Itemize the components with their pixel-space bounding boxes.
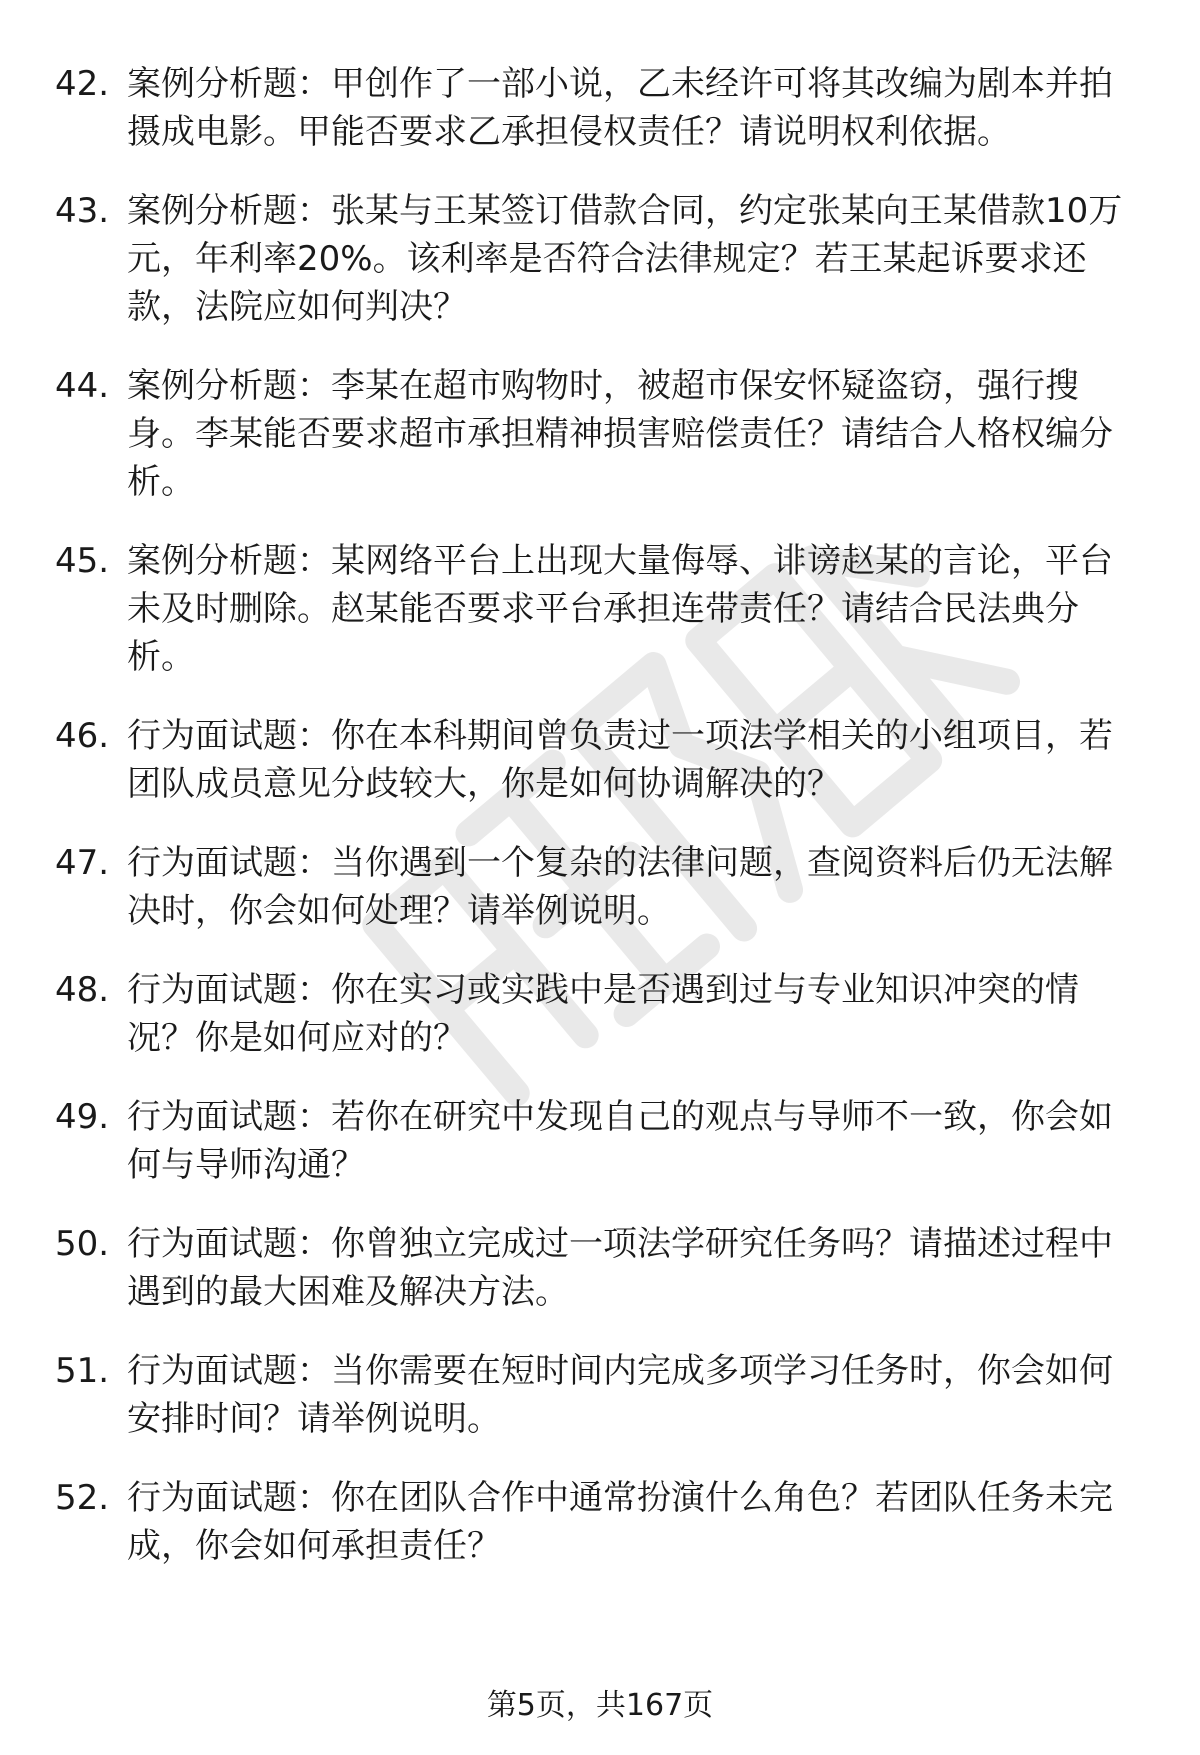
question-number: 52.	[55, 1478, 110, 1518]
question-text: 行为面试题：你在本科期间曾负责过一项法学相关的小组项目，若团队成员意见分歧较大，你是如何协调解决的？	[127, 716, 1113, 804]
question-number: 44.	[55, 366, 110, 406]
question-item	[55, 1347, 1145, 1443]
question-item	[55, 966, 1145, 1062]
question-text: 行为面试题：你在实习或实践中是否遇到过与专业知识冲突的情况？你是如何应对的？	[127, 970, 1079, 1058]
question-item	[55, 537, 1145, 681]
question-text: 行为面试题：当你遇到一个复杂的法律问题，查阅资料后仍无法解决时，你会如何处理？请举例说明。	[127, 843, 1113, 931]
question-item	[55, 839, 1145, 935]
question-number: 48.	[55, 970, 110, 1010]
question-item	[55, 1474, 1145, 1570]
question-list	[55, 60, 1145, 1601]
question-text: 案例分析题：某网络平台上出现大量侮辱、诽谤赵某的言论，平台未及时删除。赵某能否要求平台承担连带责任？请结合民法典分析。	[127, 541, 1113, 677]
question-number: 50.	[55, 1224, 110, 1264]
question-number: 51.	[55, 1351, 110, 1391]
question-text: 行为面试题：你曾独立完成过一项法学研究任务吗？请描述过程中遇到的最大困难及解决方法。	[127, 1224, 1113, 1312]
question-text: 案例分析题：甲创作了一部小说，乙未经许可将其改编为剧本并拍摄成电影。甲能否要求乙承担侵权责任？请说明权利依据。	[127, 64, 1113, 152]
question-item	[55, 1093, 1145, 1189]
page-footer: 第5页，共167页	[486, 1688, 714, 1723]
question-text: 案例分析题：李某在超市购物时，被超市保安怀疑盗窃，强行搜身。李某能否要求超市承担精神损害赔偿责任？请结合人格权编分析。	[127, 366, 1113, 502]
question-number: 46.	[55, 716, 110, 756]
question-number: 49.	[55, 1097, 110, 1137]
question-item	[55, 362, 1145, 506]
question-number: 43.	[55, 191, 110, 231]
question-text: 行为面试题：若你在研究中发现自己的观点与导师不一致，你会如何与导师沟通？	[127, 1097, 1113, 1185]
question-text: 案例分析题：张某与王某签订借款合同，约定张某向王某借款10万元，年利率20%。该利率是否符合法律规定？若王某起诉要求还款，法院应如何判决？	[127, 191, 1123, 327]
question-item	[55, 1220, 1145, 1316]
question-text: 行为面试题：当你需要在短时间内完成多项学习任务时，你会如何安排时间？请举例说明。	[127, 1351, 1113, 1439]
question-text: 行为面试题：你在团队合作中通常扮演什么角色？若团队任务未完成，你会如何承担责任？	[127, 1478, 1113, 1566]
question-number: 42.	[55, 64, 110, 104]
question-item	[55, 712, 1145, 808]
question-item	[55, 60, 1145, 156]
question-number: 45.	[55, 541, 110, 581]
question-number: 47.	[55, 843, 110, 883]
question-item	[55, 187, 1145, 331]
